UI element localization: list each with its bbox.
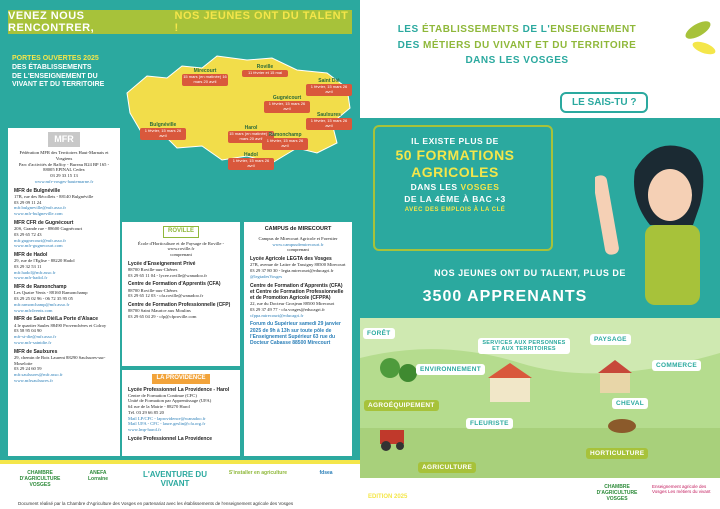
school-entry bbox=[128, 302, 234, 320]
mfr-fed: Fédération MFR des Territoires Haut-Marnais et Vosgiens bbox=[19, 150, 109, 161]
entry-addr: 22, rue du Docteur Grosjean 88500 Mirecourt bbox=[250, 301, 335, 307]
entry-extra: Unité de Formation par Apprentissage (UFA) bbox=[128, 398, 212, 404]
title-de: DE L' bbox=[522, 24, 551, 35]
entry-web[interactable]: www.mfr-bulgneville.com bbox=[14, 211, 63, 217]
map-label bbox=[262, 132, 308, 150]
map-label-name: Gugnécourt bbox=[272, 95, 302, 101]
sector-tag: FLEURISTE bbox=[466, 418, 513, 429]
stat-text bbox=[380, 135, 530, 214]
mfr-web[interactable]: www.mfr-vosges-hautemarne.fr bbox=[34, 178, 94, 184]
entry-tel: 03 29 24 60 59 bbox=[14, 366, 42, 372]
entry-name: Lycée Professionnel La Providence - Harol bbox=[128, 386, 230, 393]
sector-tag: FORÊT bbox=[363, 328, 395, 339]
chambre-logo: CHAMBRE D'AGRICULTURE VOSGES bbox=[19, 470, 61, 488]
sector-tag: ENVIRONNEMENT bbox=[416, 364, 485, 375]
entry-web[interactable]: www.mfr4vents.com bbox=[14, 307, 53, 313]
sector-tag: PAYSAGE bbox=[590, 334, 631, 345]
providence-logo: LA PROVIDENCE bbox=[152, 374, 209, 384]
school-entry bbox=[14, 188, 114, 217]
title-etablissements: ÉTABLISSEMENTS bbox=[421, 24, 520, 35]
roville-box bbox=[122, 222, 240, 366]
entry-addr: 4 le quartier Saules 88490 Provenchères et Colroy bbox=[14, 322, 107, 328]
entry-mail[interactable]: mfr.bulgneville@mfr.asso.fr bbox=[14, 205, 67, 211]
mirecourt-comprend: comprenant bbox=[287, 247, 309, 253]
edition-label: EDITION 2025 bbox=[368, 494, 408, 500]
entry-tel: 03 29 37 80 30 - legta.mirecourt@educagri.fr bbox=[250, 268, 334, 274]
map-label bbox=[228, 152, 274, 170]
intro-line4: VIVANT ET DU TERRITOIRE bbox=[12, 81, 105, 89]
entry-tel: 03 29 65 72 43 bbox=[14, 231, 42, 237]
mirecourt-box bbox=[244, 222, 352, 456]
map-label-name: Ramonchamp bbox=[268, 132, 302, 138]
entry-web[interactable]: www.mfr-saintdie.fr bbox=[14, 339, 52, 345]
entry-addr: 88700 Roville-aux-Chênes bbox=[128, 287, 178, 293]
entry-name: Centre de Formation d'Apprentis (CFA) et Centre de Formation Professionnelle et de Promotion Agricole (CFPPA) bbox=[250, 282, 344, 302]
map-label bbox=[140, 122, 186, 140]
entry-sub: Centre de Formation Continue (CFC) bbox=[128, 392, 197, 398]
mirecourt-entries bbox=[250, 256, 346, 318]
mfr-box bbox=[8, 128, 120, 456]
leaf-decoration bbox=[668, 10, 718, 70]
entry-tel: 03 29 32 53 11 bbox=[14, 264, 42, 270]
vosges-map bbox=[122, 48, 357, 168]
roville-entries bbox=[128, 261, 234, 320]
school-entry bbox=[250, 256, 346, 279]
map-label-dates: 1 février, 15 mars 26 avril bbox=[306, 118, 352, 130]
fdsea-logo: fdsea bbox=[319, 470, 333, 476]
entry-name: Lycée Agricole LEGTA des Vosges bbox=[250, 256, 332, 263]
entry-name: MFR CFR de Gugnécourt bbox=[14, 219, 74, 226]
entry-mail2[interactable]: Mail UFA - CFC - laure.geslin@cfa.org.fr bbox=[128, 421, 206, 427]
roville-comprend: comprenant bbox=[170, 251, 192, 257]
mfr-addr: Parc d'activités de Raffoy - Bureau B24 BP 165 - 88005 EPINAL Cedex bbox=[18, 161, 110, 173]
stat-line5: DE LA 4ÈME À BAC +3 bbox=[404, 194, 506, 205]
map-label-dates: 1 février, 15 mars 26 avril bbox=[228, 158, 274, 170]
entry-mail[interactable]: mfr.ramonchamp@mfr.asso.fr bbox=[14, 301, 70, 307]
left-banner bbox=[8, 10, 352, 34]
entry-addr: 29, rue de l'Eglise - 88220 Hadol bbox=[14, 258, 75, 264]
entry-tel: 03 29 65 04 29 - cfp@cfproville.com bbox=[128, 314, 197, 320]
entry-web[interactable]: www.mfrsaulxures.fr bbox=[14, 377, 53, 383]
apprenants-count: 3500 APPRENANTS bbox=[422, 288, 588, 305]
map-label-dates: 15 mars (en matinée) 16 mars 20 avril bbox=[229, 131, 273, 141]
map-label-name: Harol bbox=[244, 125, 258, 131]
entry-tel: 03 29 25 02 96 - 06 72 35 95 05 bbox=[14, 296, 73, 302]
entry-name: Centre de Formation d'Apprentis (CFA) bbox=[128, 281, 221, 288]
mirecourt-web[interactable]: www.campusdemirecourt.fr bbox=[272, 241, 324, 247]
map-label bbox=[182, 68, 228, 86]
stat-line1: IL EXISTE PLUS DE bbox=[411, 136, 499, 146]
map-label-dates: 11 février et 15 mai bbox=[242, 70, 288, 77]
left-footer bbox=[0, 460, 360, 509]
entry-name: MFR de Bulgnéville bbox=[14, 187, 61, 194]
entry-addr: 29, chemin de Bois Laurent 88290 Saulxures-sur-Moselotte bbox=[14, 354, 106, 366]
mirecourt-forum: Forum du Supérieur samedi 29 janvier 2025 de 9h à 13h sur toute pôle de l'Enseignement Supérieur 63 rue du Docteur Cabasse 88500 Mirecourt bbox=[250, 321, 341, 347]
map-label bbox=[306, 78, 352, 96]
entry-name: Centre de Formation Professionnelle (CFP) bbox=[128, 302, 231, 309]
school-entry bbox=[14, 252, 114, 281]
intro-text bbox=[12, 55, 122, 90]
school-entry bbox=[128, 281, 234, 299]
entry-addr: 20S, Grande rue - 88600 Gugnécourt bbox=[14, 226, 83, 232]
map-label-dates: 1 février, 15 mars 26 avril bbox=[264, 101, 310, 113]
anefa-logo: ANEFA Lorraine bbox=[87, 470, 108, 482]
school-entry bbox=[14, 284, 114, 313]
intro-line3: DE L'ENSEIGNEMENT DU bbox=[12, 72, 98, 80]
entry-addr: 27B, avenue de Lattre de Tassigny 88500 Mirecourt bbox=[250, 262, 346, 268]
map-label-dates: 1 février, 15 mars 26 avril bbox=[262, 138, 308, 150]
entry-tel: 03 29 37 49 77 - cfa.vosges@educagri.fr bbox=[250, 307, 325, 313]
entry-name: MFR de Ramonchamp bbox=[14, 284, 67, 291]
title-metiers: MÉTIERS DU VIVANT ET DU TERRITOIRE bbox=[423, 39, 637, 51]
entry-mail[interactable]: mfr-st-die@mfr.asso.fr bbox=[14, 334, 57, 340]
school-entry bbox=[14, 220, 114, 249]
title-line2 bbox=[372, 38, 662, 54]
banner-part2: NOS JEUNES ONT DU TALENT ! bbox=[174, 10, 349, 34]
entry-addr: 17B, rue des Récollets - 88140 Bulgnéville bbox=[14, 193, 94, 199]
map-label-name: Saint Dié bbox=[318, 78, 340, 84]
aventure-logo: L'AVENTURE DU VIVANT bbox=[143, 470, 207, 488]
entry-web[interactable]: www.mfr-hadol.fr bbox=[14, 275, 48, 281]
map-label-dates: 1 février, 15 mars 26 avril bbox=[140, 128, 186, 140]
sais-tu-badge: LE SAIS-TU ? bbox=[560, 92, 648, 113]
stat-line4 bbox=[380, 181, 530, 193]
title-les: LES bbox=[397, 24, 419, 35]
school-entry bbox=[128, 387, 234, 433]
entry-tel: 03 58 95 04 90 bbox=[14, 328, 42, 334]
entry-mail[interactable]: mfr.hadol@mfr.asso.fr bbox=[14, 269, 56, 275]
entry-tel: 03 29 09 11 24 bbox=[14, 199, 42, 205]
entry-name: Lycée Professionnel La Providence bbox=[128, 435, 213, 442]
stat-line2: 50 FORMATIONS bbox=[395, 147, 515, 164]
school-entry bbox=[14, 316, 114, 345]
school-entry bbox=[250, 283, 346, 319]
sector-tag: SERVICES AUX PERSONNES ET AUX TERRITOIRES bbox=[478, 338, 570, 354]
mirecourt-logo: CAMPUS de MIRECOURT bbox=[264, 226, 332, 232]
map-label-dates: 1 février, 15 mars 26 avril bbox=[306, 84, 352, 96]
intro-line1: PORTES OUVERTES 2025 bbox=[12, 55, 99, 62]
entry-tel: Tél. 03 29 66 85 20 bbox=[128, 409, 164, 415]
map-label-name: Mirecourt bbox=[193, 68, 217, 74]
providence-entries bbox=[128, 387, 234, 443]
entry-mail[interactable]: mfr.saulxures@mfr.asso.fr bbox=[14, 372, 63, 378]
right-footer bbox=[580, 478, 720, 509]
talent-line: NOS JEUNES ONT DU TALENT, PLUS DE bbox=[434, 268, 626, 278]
sector-tag: COMMERCE bbox=[652, 360, 701, 371]
roville-title: École d'Horticulture et de Paysage de Roville - www.roville.fr bbox=[137, 240, 225, 252]
map-label-name: Saulxures bbox=[317, 112, 341, 118]
map-label bbox=[306, 112, 352, 130]
sector-tag: AGRICULTURE bbox=[418, 462, 476, 473]
sector-tag: HORTICULTURE bbox=[586, 448, 648, 459]
entry-addr: 64 rue de la Mairie - 88270 Harol bbox=[128, 404, 190, 410]
entry-mail[interactable]: mfr.gugnecourt@mfr.asso.fr bbox=[14, 237, 67, 243]
entry-mail[interactable]: Mail LP/CFC - laprovidence@wanadoo.fr bbox=[128, 415, 206, 421]
right-title bbox=[372, 22, 662, 69]
mirecourt-title: Campus de Mirecourt Agricole et Forestier bbox=[258, 235, 338, 241]
mfr-logo: MFR bbox=[48, 132, 80, 147]
title-des: DES bbox=[397, 39, 420, 51]
entry-web[interactable]: cfppa.mirecourt@educagri.fr bbox=[250, 312, 304, 318]
map-label-name: Hadol bbox=[244, 152, 258, 158]
sector-tag: AGROÉQUIPEMENT bbox=[364, 400, 439, 411]
stat-vosges: VOSGES bbox=[460, 181, 500, 192]
entry-name: MFR de Hadol bbox=[14, 252, 48, 259]
entry-tel: 03 29 65 11 04 - lycee.roville@wanadoo.fr bbox=[128, 272, 208, 278]
title-enseignement: ENSEIGNEMENT bbox=[550, 24, 637, 35]
stat-line6: AVEC DES EMPLOIS À LA CLÉ bbox=[404, 206, 506, 213]
enseignement-logo: Enseignement agricole des Vosges Les métiers du vivant bbox=[652, 484, 711, 494]
title-line3: DANS LES VOSGES bbox=[465, 55, 569, 66]
banner-part1: VENEZ NOUS RENCONTRER, bbox=[8, 10, 95, 34]
providence-box bbox=[122, 370, 240, 456]
mfr-entries bbox=[14, 188, 114, 384]
footer-note: Document réalisé par la Chambre d'Agriculture des Vosges en partenariat avec les établissements de l'enseignement agricole des Vosges bbox=[18, 501, 294, 506]
entry-name: Lycée d'Enseignement Privé bbox=[128, 260, 196, 267]
entry-web[interactable]: www.mfr-gugnecourt.com bbox=[14, 243, 63, 249]
school-entry bbox=[128, 436, 234, 442]
entry-name: MFR de Saint Dié/La Porte d'Alsace bbox=[14, 316, 98, 323]
map-label-name: Bulgnéville bbox=[149, 122, 177, 128]
entry-web[interactable]: @legtadesVosges bbox=[250, 273, 283, 279]
entry-name: MFR de Saulxures bbox=[14, 348, 58, 355]
entry-addr: 88700 Saint Maurice aux Moulins bbox=[128, 308, 191, 314]
map-label bbox=[264, 95, 310, 113]
title-line1 bbox=[372, 22, 662, 38]
school-entry bbox=[14, 349, 114, 384]
stat-dansles: DANS LES bbox=[410, 181, 458, 192]
school-entry bbox=[128, 261, 234, 279]
entry-web[interactable]: www.lmp-harol.fr bbox=[128, 427, 162, 433]
entry-addr: 88700 Roville-aux-Chênes bbox=[128, 266, 178, 272]
mfr-tel: 03 29 33 15 13 bbox=[50, 173, 78, 179]
map-label bbox=[242, 64, 288, 77]
stat-line3: AGRICOLES bbox=[411, 164, 499, 181]
entry-tel: 03 29 65 12 03 - cfa.roville@wanadoo.fr bbox=[128, 293, 204, 299]
installer-logo: S'installer en agriculture bbox=[228, 470, 288, 476]
roville-logo: ROVILLE bbox=[163, 226, 199, 238]
right-chambre-logo: CHAMBRE D'AGRICULTURE VOSGES bbox=[596, 484, 638, 502]
entry-addr: Les Quatre Vents - 88160 Ramonchamp bbox=[14, 290, 88, 296]
map-label-dates: 15 mars (en matinée) 16 mars 20 avril bbox=[183, 74, 227, 84]
sector-tag: CHEVAL bbox=[612, 398, 648, 409]
intro-line2: DES ÉTABLISSEMENTS bbox=[12, 63, 92, 71]
map-label-name: Roville bbox=[256, 64, 274, 70]
